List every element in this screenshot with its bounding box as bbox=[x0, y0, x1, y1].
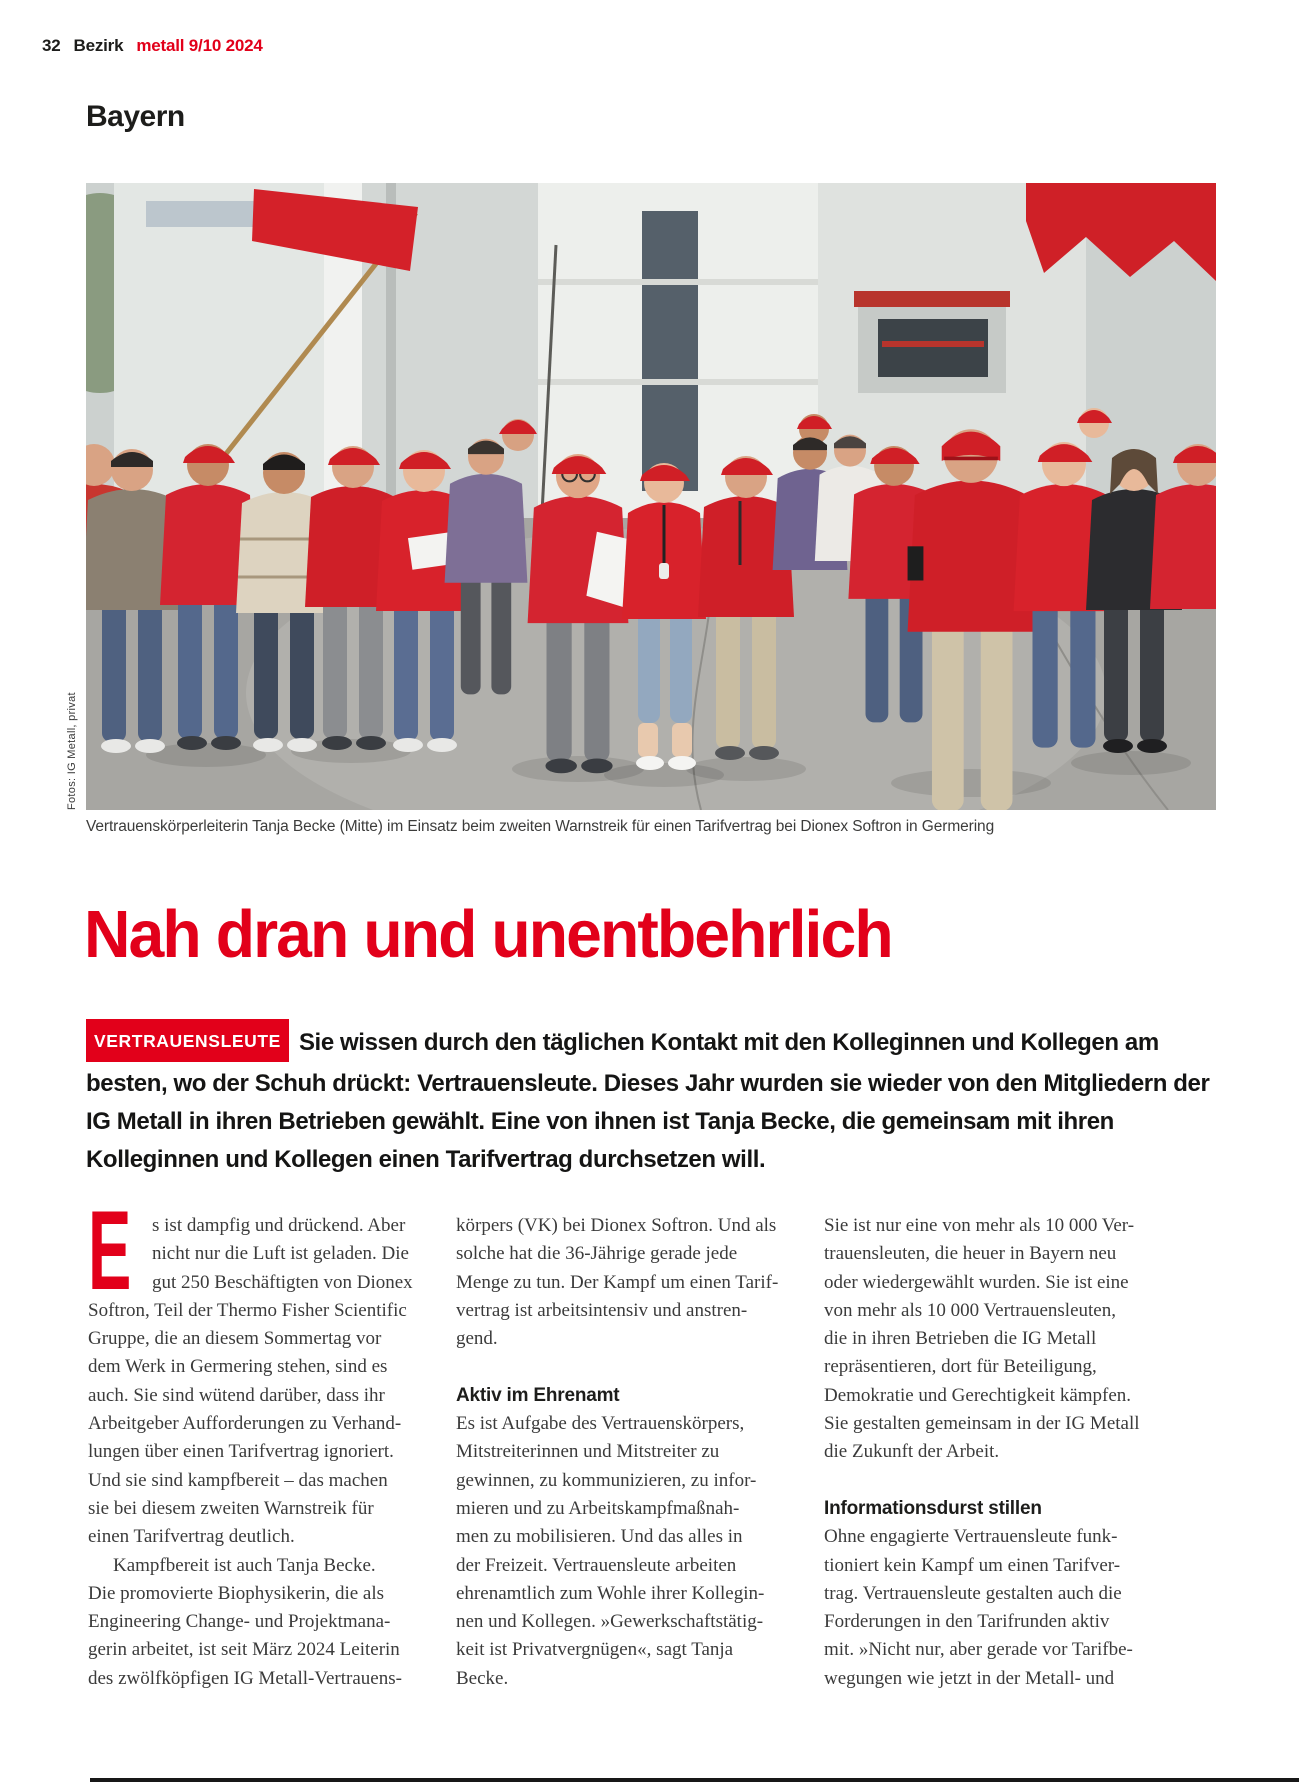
body-line: repräsentieren, dort für Beteiligung, bbox=[824, 1356, 1097, 1378]
body-line: tioniert kein Kampf um einen Tarifver- bbox=[824, 1554, 1121, 1576]
body-paragraph bbox=[88, 1212, 428, 1297]
body-line: ehrenamtlich zum Wohle ihrer Kollegin- bbox=[456, 1582, 765, 1604]
region-heading: Bayern bbox=[86, 100, 185, 133]
body-line: mit. »Nicht nur, aber gerade vor Tarifbe- bbox=[824, 1639, 1133, 1661]
article-photo bbox=[86, 183, 1216, 810]
article-column bbox=[824, 1212, 1164, 1693]
body-line: nen und Kollegen. »Gewerkschaftstätig- bbox=[456, 1611, 764, 1633]
page-number: 32 bbox=[42, 36, 61, 55]
body-line: dem Werk in Germering stehen, sind es bbox=[88, 1356, 388, 1378]
body-line: Kampfbereit ist auch Tanja Becke. bbox=[113, 1554, 376, 1576]
body-line: Mitstreiterinnen und Mitstreiter zu bbox=[456, 1441, 720, 1463]
body-line: körpers (VK) bei Dionex Softron. Und als bbox=[456, 1215, 777, 1236]
body-line: lungen über einen Tarifvertrag ignoriert. bbox=[88, 1441, 394, 1463]
body-paragraph bbox=[88, 1552, 428, 1693]
section-label: Bezirk bbox=[73, 36, 124, 55]
body-line: mieren und zu Arbeitskampfmaßnah- bbox=[456, 1497, 740, 1519]
body-line: Ohne engagierte Vertrauensleute funk- bbox=[824, 1526, 1118, 1548]
body-line: gewinnen, zu kommunizieren, zu infor- bbox=[456, 1469, 757, 1491]
body-paragraph bbox=[456, 1410, 796, 1693]
photo-credit: Fotos: IG Metall, privat bbox=[66, 692, 78, 810]
body-line: keit ist Privatvergnügen«, sagt Tanja bbox=[456, 1639, 734, 1661]
body-paragraph bbox=[88, 1297, 428, 1552]
body-line: gut 250 Beschäftigten von Dionex bbox=[152, 1271, 413, 1293]
issue-label: metall 9/10 2024 bbox=[136, 36, 263, 55]
article-column bbox=[88, 1188, 428, 1693]
article-lede bbox=[86, 1022, 1226, 1179]
body-subhead: Aktiv im Ehrenamt bbox=[456, 1384, 620, 1406]
lede-text: Sie wissen durch den täglichen Kontakt mit den Kolleginnen und Kollegen am besten, wo der Schuh drückt: Vertrauensleute. Dieses Jahr wurden sie wieder von den Mitgliedern der IG Metall in ihren Betrieben gewählt. Eine von ihnen ist Tanja Becke, die gemeinsam mit ihren Kolleginnen und Kollegen einen Tarifvertrag durchsetzen will. bbox=[86, 1029, 1210, 1173]
body-line: einen Tarifvertrag deutlich. bbox=[88, 1526, 295, 1548]
body-paragraph bbox=[824, 1523, 1164, 1693]
body-line: Demokratie und Gerechtigkeit kämpfen. bbox=[824, 1384, 1132, 1406]
body-line: Menge zu tun. Der Kampf um einen Tarif- bbox=[456, 1271, 779, 1293]
article-headline: Nah dran und unentbehrlich bbox=[84, 897, 892, 972]
body-paragraph bbox=[824, 1212, 1164, 1467]
body-line: die in ihren Betrieben die IG Metall bbox=[824, 1328, 1097, 1350]
body-paragraph bbox=[456, 1212, 796, 1353]
body-subhead: Informationsdurst stillen bbox=[824, 1497, 1042, 1519]
body-line: Becke. bbox=[456, 1667, 509, 1689]
page-bottom-edge bbox=[90, 1778, 1299, 1782]
body-line: trag. Vertrauensleute gestalten auch die bbox=[824, 1582, 1122, 1604]
body-line: Engineering Change- und Projektmana- bbox=[88, 1611, 391, 1633]
body-line: des zwölfköpfigen IG Metall-Vertrauens- bbox=[88, 1667, 402, 1689]
body-line: Und sie sind kampfbereit – das machen bbox=[88, 1469, 388, 1491]
photo-caption: Vertrauenskörperleiterin Tanja Becke (Mitte) im Einsatz beim zweiten Warnstreik für einen Tarifvertrag bei Dionex Softron in Germering bbox=[86, 818, 995, 835]
body-line: der Freizeit. Vertrauensleute arbeiten bbox=[456, 1554, 737, 1576]
body-line: von mehr als 10 000 Vertrauensleuten, bbox=[824, 1299, 1116, 1321]
body-line: Softron, Teil der Thermo Fisher Scientific bbox=[88, 1299, 407, 1321]
kicker-badge: VERTRAUENSLEUTE bbox=[86, 1019, 289, 1062]
paragraph-gap bbox=[456, 1353, 796, 1381]
body-line: wegungen wie jetzt in der Metall- und bbox=[824, 1667, 1115, 1689]
photo-illustration bbox=[86, 183, 1216, 810]
body-line: gerin arbeitet, ist seit März 2024 Leiterin bbox=[88, 1639, 400, 1661]
body-line: Sie ist nur eine von mehr als 10 000 Ver- bbox=[824, 1215, 1135, 1236]
article-body bbox=[88, 1188, 1218, 1693]
body-line: oder wiedergewählt wurden. Sie ist eine bbox=[824, 1271, 1129, 1293]
body-line: Gruppe, die an diesem Sommertag vor bbox=[88, 1328, 382, 1350]
body-line: trauensleuten, die heuer in Bayern neu bbox=[824, 1243, 1117, 1265]
body-line: Die promovierte Biophysikerin, die als bbox=[88, 1582, 385, 1604]
body-line: s ist dampfig und drückend. Aber bbox=[152, 1215, 406, 1236]
body-line: solche hat die 36-Jährige gerade jede bbox=[456, 1243, 738, 1265]
body-line: Forderungen in den Tarifrunden aktiv bbox=[824, 1611, 1110, 1633]
article-column bbox=[456, 1212, 796, 1693]
running-head bbox=[42, 36, 263, 56]
body-line: die Zukunft der Arbeit. bbox=[824, 1441, 1000, 1463]
body-line: men zu mobilisieren. Und das alles in bbox=[456, 1526, 743, 1548]
body-line: Arbeitgeber Aufforderungen zu Verhand- bbox=[88, 1413, 402, 1435]
body-line: Sie gestalten gemeinsam in der IG Metall bbox=[824, 1413, 1140, 1435]
body-line: Es ist Aufgabe des Vertrauenskörpers, bbox=[456, 1413, 745, 1435]
body-line: auch. Sie sind wütend darüber, dass ihr bbox=[88, 1384, 385, 1406]
paragraph-gap bbox=[824, 1467, 1164, 1495]
body-line: vertrag ist arbeitsintensiv und anstren- bbox=[456, 1299, 748, 1321]
dropcap: E bbox=[88, 1188, 132, 1313]
body-line: sie bei diesem zweiten Warnstreik für bbox=[88, 1497, 374, 1519]
body-line: gend. bbox=[456, 1328, 498, 1350]
body-line: nicht nur die Luft ist geladen. Die bbox=[152, 1243, 409, 1265]
